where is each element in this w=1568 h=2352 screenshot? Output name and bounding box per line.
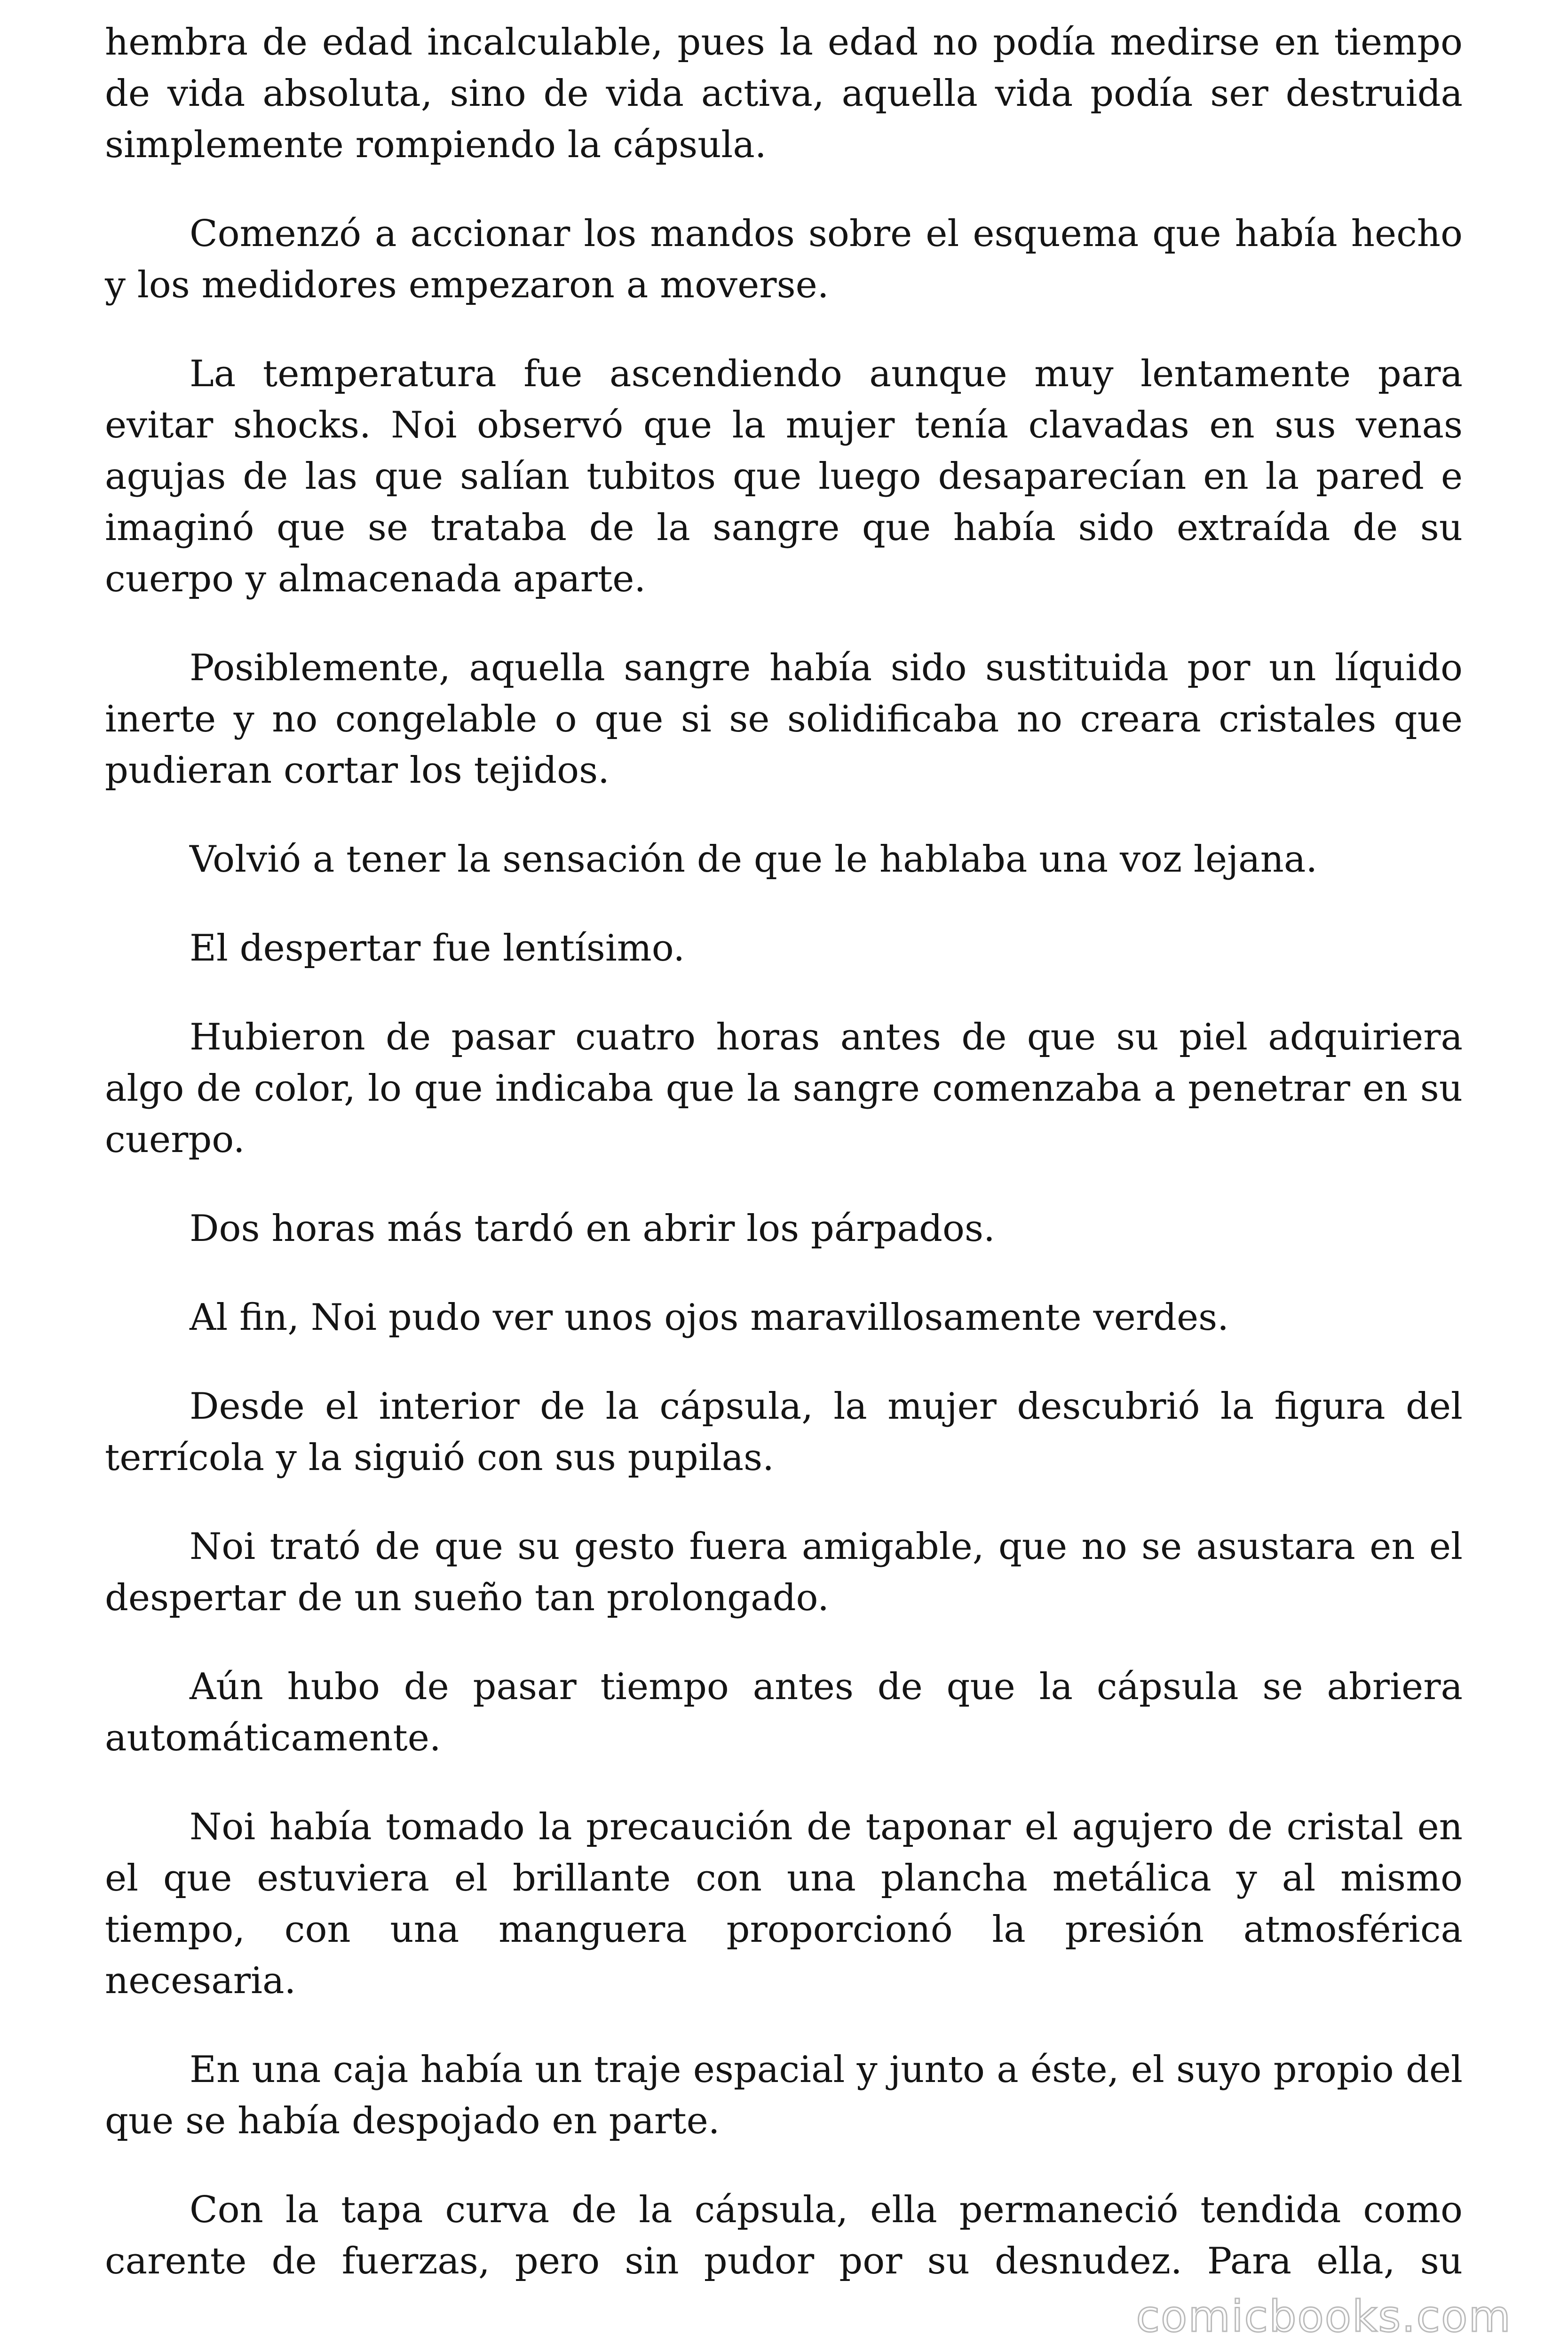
paragraph-10: Desde el interior de la cápsula, la mujer descubrió la figura del terrícola y la siguió con sus pupilas. [105, 1385, 1463, 1479]
paragraph-9: Al fin, Noi pudo ver unos ojos maravillosamente verdes. [190, 1296, 1229, 1339]
paragraph-14: En una caja había un traje espacial y junto a éste, el suyo propio del que se había despojado en parte. [105, 2049, 1463, 2142]
paragraph-13: Noi había tomado la precaución de taponar el agujero de cristal en el que estuviera el brillante con una plancha metálica y al mismo tiempo, con una manguera proporcionó la presión atmosférica necesaria. [105, 1806, 1463, 2002]
paragraph-6: El despertar fue lentísimo. [190, 927, 685, 969]
paragraph-1: hembra de edad incalculable, pues la edad no podía medirse en tiempo de vida absoluta, sino de vida activa, aquella vida podía ser destruida simplemente rompiendo la cápsula. [105, 21, 1463, 166]
paragraph-12: Aún hubo de pasar tiempo antes de que la cápsula se abriera automáticamente. [105, 1666, 1463, 1759]
paragraph-8: Dos horas más tardó en abrir los párpados. [190, 1208, 995, 1250]
paragraph-7: Hubieron de pasar cuatro horas antes de que su piel adquiriera algo de color, lo que indicaba que la sangre comenzaba a penetrar en su cuerpo. [105, 1016, 1463, 1161]
paragraph-3: La temperatura fue ascendiendo aunque muy lentamente para evitar shocks. Noi observó que la mujer tenía clavadas en sus venas agujas de las que salían tubitos que luego desaparecían en la pared e imaginó que se trataba de la sangre que había sido extraída de su cuerpo y almacenada aparte. [105, 353, 1463, 600]
book-page [105, 17, 1463, 2287]
paragraph-5: Volvió a tener la sensación de que le hablaba una voz lejana. [190, 838, 1318, 881]
paragraph-15: Con la tapa curva de la cápsula, ella permaneció tendida como carente de fuerzas, pero sin pudor por su desnudez. Para ella, su [105, 2189, 1463, 2282]
paragraph-2: Comenzó a accionar los mandos sobre el esquema que había hecho y los medidores empezaron a moverse. [105, 213, 1463, 306]
paragraph-11: Noi trató de que su gesto fuera amigable, que no se asustara en el despertar de un sueño tan prolongado. [105, 1526, 1463, 1619]
watermark: comicbooks.com [1136, 2291, 1512, 2342]
paragraph-4: Posiblemente, aquella sangre había sido sustituida por un líquido inerte y no congelable o que si se solidificaba no creara cristales que pudieran cortar los tejidos. [105, 647, 1463, 792]
